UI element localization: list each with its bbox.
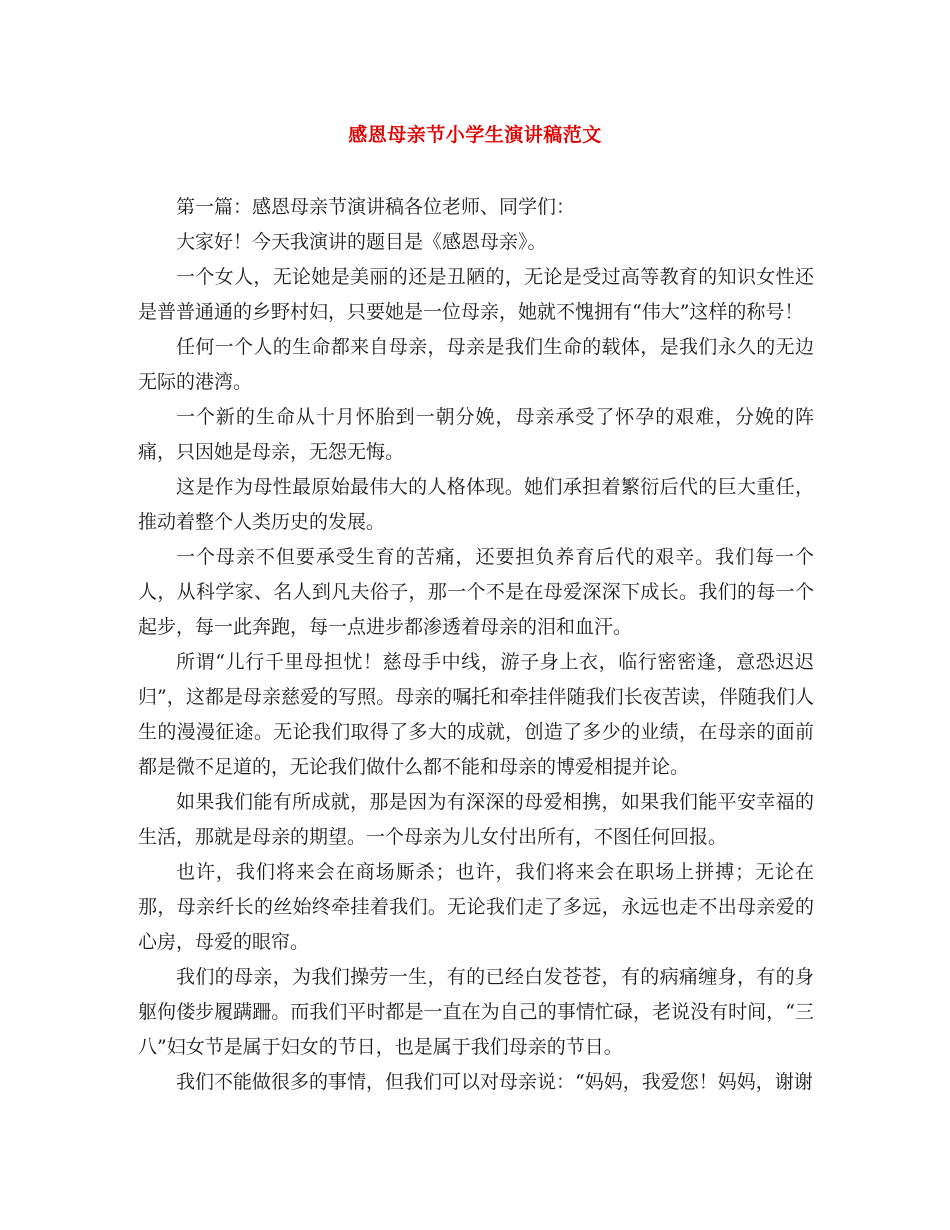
paragraph: 我们的母亲，为我们操劳一生，有的已经白发苍苍，有的病痛缠身，有的身躯佝偻步履蹒跚。而我们平时都是一直在为自己的事情忙碌，老说没有时间，“三八”妇女节是属于妇女的节日，也是属于我们母亲的节日。 xyxy=(138,966,814,1058)
paragraph: 一个新的生命从十月怀胎到一朝分娩，母亲承受了怀孕的艰难，分娩的阵痛，只因她是母亲，无怨无悔。 xyxy=(138,406,814,463)
paragraph: 第一篇：感恩母亲节演讲稿各位老师、同学们： xyxy=(176,196,576,218)
paragraph: 如果我们能有所成就，那是因为有深深的母爱相携，如果我们能平安幸福的生活，那就是母亲的期望。一个母亲为儿女付出所有，不图任何回报。 xyxy=(138,791,814,848)
paragraph: 任何一个人的生命都来自母亲，母亲是我们生命的载体，是我们永久的无边无际的港湾。 xyxy=(138,336,814,393)
paragraph: 大家好！今天我演讲的题目是《感恩母亲》。 xyxy=(176,231,547,253)
paragraph: 我们不能做很多的事情，但我们可以对母亲说：“妈妈，我爱您！妈妈，谢谢 xyxy=(176,1071,813,1093)
document-title: 感恩母亲节小学生演讲稿范文 xyxy=(348,124,602,146)
paragraph: 所谓“儿行千里母担忧！慈母手中线，游子身上衣，临行密密逢，意恐迟迟归”，这都是母亲慈爱的写照。母亲的嘱托和牵挂伴随我们长夜苦读，伴随我们人生的漫漫征途。无论我们取得了多大的成就，创造了多少的业绩，在母亲的面前都是微不足道的，无论我们做什么都不能和母亲的博爱相提并论。 xyxy=(138,651,814,778)
document-body xyxy=(138,190,814,1100)
paragraph: 也许，我们将来会在商场厮杀；也许，我们将来会在职场上拼搏；无论在那，母亲纤长的丝始终牵挂着我们。无论我们走了多远，永远也走不出母亲爱的心房，母爱的眼帘。 xyxy=(138,861,814,953)
paragraph: 一个母亲不但要承受生育的苦痛，还要担负养育后代的艰辛。我们每一个人，从科学家、名人到凡夫俗子，那一个不是在母爱深深下成长。我们的每一个起步，每一此奔跑，每一点进步都渗透着母亲的泪和血汗。 xyxy=(138,546,814,638)
paragraph: 一个女人，无论她是美丽的还是丑陋的，无论是受过高等教育的知识女性还是普普通通的乡野村妇，只要她是一位母亲，她就不愧拥有“伟大”这样的称号！ xyxy=(138,266,814,323)
paragraph: 这是作为母性最原始最伟大的人格体现。她们承担着繁衍后代的巨大重任，推动着整个人类历史的发展。 xyxy=(138,476,814,533)
